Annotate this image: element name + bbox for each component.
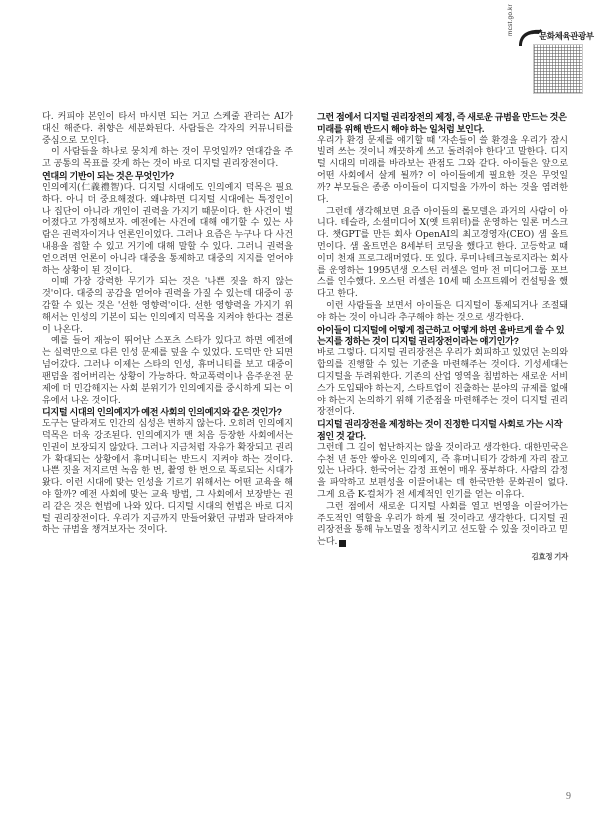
ministry-logo	[507, 4, 594, 94]
left-column	[42, 112, 293, 562]
article-columns	[42, 112, 569, 562]
body-paragraph: 다. 커피야 본인이 타서 마시면 되는 거고 스케줄 관리는 AI가 대신 해준다. 취향은 세분화된다. 사람들은 각자의 커뮤니티를 중심으로 모인다.	[42, 112, 293, 146]
body-paragraph: 이런 사람들을 보면서 아이들은 디지털이 통제되거나 조절돼야 하는 것이 아니라 추구해야 하는 것으로 생각한다.	[317, 301, 568, 323]
section-heading: 아이들이 디지털에 어떻게 접근하고 어떻게 하면 올바르게 쓸 수 있는지를 정하는 것이 디지털 권리장전이라는 얘기인가?	[317, 324, 565, 347]
page-header	[0, 0, 611, 112]
logo-url-text: mcst.go.kr	[507, 4, 514, 36]
body-paragraph: 도구는 달라져도 인간의 심성은 변하지 않는다. 오히려 인의예지 덕목은 더욱 강조된다. 인의예지가 맨 처음 등장한 사회에서는 인권이 보장되지 않았다. 그러나 지금처럼 자유가 확장되고 권리가 확대되는 상황에서 휴머니티는 반드시 지켜야 하는 것이다. 나쁜 짓을 저지르면 녹음 한 번, 촬영 한 번으로 폭로되는 시대가 왔다. 이런 시대에 맞는 인성을 기르기 위해서는 어떤 교육을 해야 할까? 예전 사회에 맞는 교육 방법, 그 사회에서 보장받는 권리 같은 것은 헌법에 나와 있다. 디지털 시대의 헌법은 바로 디지털 권리장전이다. 우리가 지금까지 만들어왔던 규범과 달라져야 하는 규범을 챙겨보자는 것이다.	[42, 419, 293, 536]
section-heading: 디지털 권리장전을 제정하는 것이 진정한 디지털 사회로 가는 시작점인 것 같다.	[317, 419, 563, 441]
body-paragraph: 예를 들어 재능이 뛰어난 스포츠 스타가 있다고 하면 예전에는 실력만으로 다른 인성 문제를 덮을 수 있었다. 도덕만 안 되면 넘어갔다. 그러나 이제는 스타의 인성, 휴머니티를 보고 대중이 팬덤을 접어버리는 상황이 가능하다. 학교폭력이나 음주운전 문제에 더 민감해지는 사회 분위기가 인의예지를 중시하게 되는 이유에서 나온 것이다.	[42, 336, 293, 406]
body-paragraph: 이 사람들을 하나로 뭉치게 하는 것이 무엇일까? 연대감을 주고 공통의 목표를 갖게 하는 것이 바로 디지털 권리장전이다.	[42, 147, 293, 170]
body-paragraph: 그런데 생각해보면 요즘 아이들의 롤모델은 과거의 사람이 아니다. 테슬라, 소셜미디어 X(옛 트위터)를 운영하는 일론 머스크다. 챗GPT를 만든 회사 OpenAI의 최고경영자(CEO) 샘 올트먼이다. 샘 올트먼은 8세부터 코딩을 했다고 한다. 고등학교 때 이미 천재 프로그래머였다. 또 있다. 루미나테크놀로지라는 회사를 운영하는 1995년생 오스틴 러셀은 얼마 전 미디어그룹 포브스를 인수했다. 오스틴 러셀은 10세 때 소프트웨어 컨설팅을 했다고 한다.	[317, 206, 568, 300]
section-heading: 그런 점에서 디지털 권리장전의 제정, 즉 새로운 규범을 만드는 것은 미래를 위해 반드시 해야 하는 일처럼 보인다.	[317, 112, 567, 134]
body-paragraph: 인의예지(仁義禮智)다. 디지털 시대에도 인의예지 덕목은 필요하다. 아니 더 중요해졌다. 왜냐하면 디지털 시대에는 특정인이나 집단이 아니라 개인이 권력을 가지기 때문이다. 한 사건이 벌어졌다고 가정해보자. 예전에는 사건에 대해 얘기할 수 있는 사람은 권력자이거나 언론인이었다. 그러나 요즘은 누구나 다 사건 내용을 접할 수 있고 거기에 대해 말할 수 있다. 그러니 권력을 얻으려면 언론이 아니라 대중을 통제하고 대중의 지지를 얻어야 하는 상황이 된 것이다.	[42, 182, 293, 276]
logo-ministry-name: 문화체육관광부	[539, 31, 594, 41]
right-column	[317, 112, 568, 562]
logo-emblem-pattern	[533, 44, 583, 94]
end-of-article-mark: K	[339, 540, 346, 547]
page-number: 9	[566, 791, 571, 802]
body-paragraph: 바로 그렇다. 디지털 권리장전은 우리가 회피하고 있었던 논의와 합의를 진행할 수 있는 기준을 마련해주는 것이다. 기성세대는 디지털을 두려워한다. 기존의 산업 영역을 침범하는 새로운 서비스가 도입돼야 하는지, 스타트업이 진출하는 분야의 규제를 없애야 하는지 논의하기 위해 기준점을 마련해주는 것이 디지털 권리장전이다.	[317, 348, 568, 418]
body-paragraph: 이때 가장 강력한 무기가 되는 것은 '나쁜 짓을 하지 않는 것'이다. 대중의 공감을 얻어야 권력을 가질 수 있는데 대중이 공감할 수 있는 것은 '선한 영향력'이다. 선한 영향력을 가지기 위해서는 인성의 기본이 되는 인의예지 덕목을 지켜야 한다는 결론이 나온다.	[42, 277, 293, 335]
section-heading: 디지털 시대의 인의예지가 예전 사회의 인의예지와 같은 것인가?	[42, 407, 282, 418]
body-paragraph: 그런 점에서 새로운 디지털 사회를 열고 번영을 이끌어가는 주도적인 역할을 우리가 하게 될 것이라고 생각한다. 디지털 권리장전을 통해 뉴노멀을 정착시키고 선도할 수 있을 것이라고 믿는다. K	[317, 501, 568, 548]
body-paragraph: 그런데 그 길이 험난하지는 않을 것이라고 생각한다. 대한민국은 수천 년 동안 쌓아온 인의예지, 즉 휴머니티가 강하게 자리 잡고 있는 나라다. 한국어는 감정 표현이 매우 풍부하다. 사람의 감정을 파악하고 보편성을 이끌어내는 데 한국만한 문화권이 없다. 그게 요즘 K-컬처가 전 세계적인 인기를 얻는 이유다.	[317, 442, 568, 500]
byline: 김효정 기자	[531, 552, 568, 562]
body-paragraph: 우리가 환경 문제를 얘기할 때 '자손들이 쓸 환경을 우리가 잠시 빌려 쓰는 것이니 깨끗하게 쓰고 돌려줘야 한다'고 말한다. 디지털 시대의 미래를 바라보는 관점도 그와 같다. 아이들은 앞으로 어떤 사회에서 살게 될까? 이 아이들에게 필요한 것은 무엇일까? 부모들은 종종 아이들이 디지털을 가까이 하는 것을 염려한다.	[317, 135, 568, 205]
section-heading: 연대의 기반이 되는 것은 무엇인가?	[42, 171, 174, 182]
